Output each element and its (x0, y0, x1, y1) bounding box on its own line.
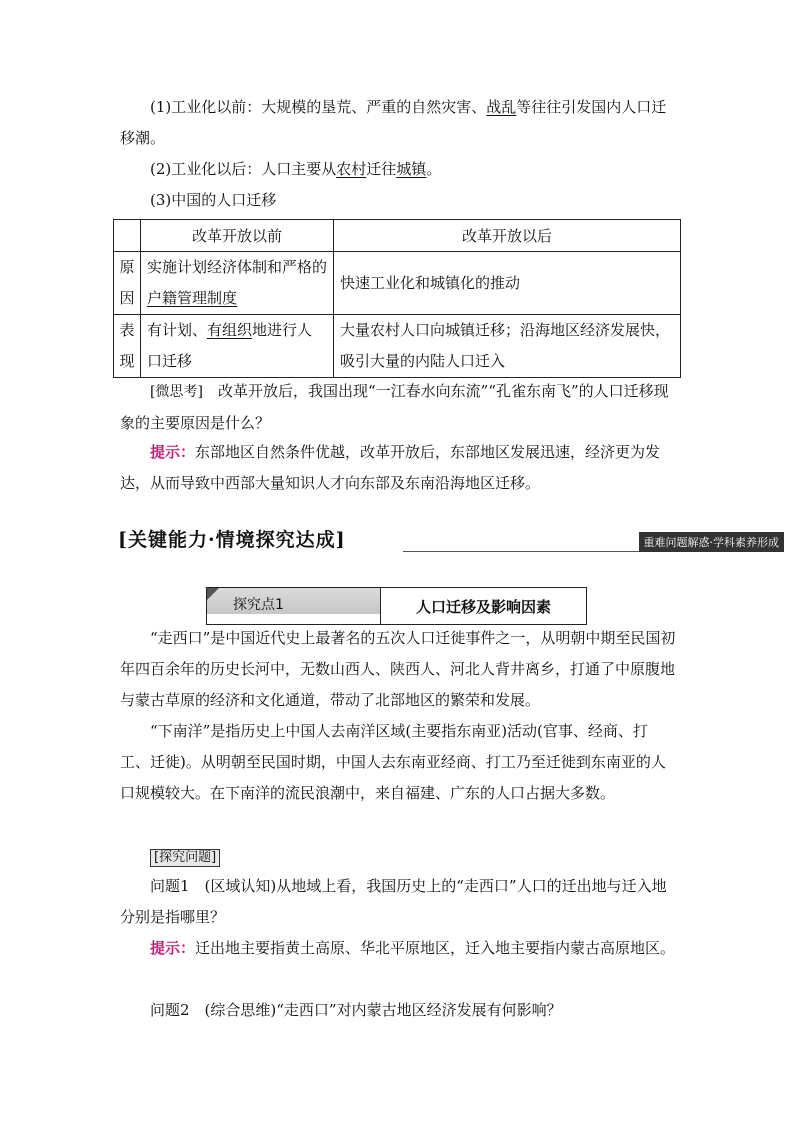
item-2-underlined-countryside: 农村 (336, 160, 367, 178)
table-cell-before (141, 252, 334, 315)
table-cell-after: 快速工业化和城镇化的推动 (334, 252, 681, 315)
cell-text: 地进行人口迁移 (147, 321, 313, 370)
item-2-number: (2) (150, 160, 172, 178)
item-2-text-post: 。 (426, 160, 442, 178)
table-row-header (114, 252, 141, 315)
table-header-row (114, 220, 681, 252)
table-cell-before (141, 315, 334, 378)
table-row (114, 315, 681, 378)
passage-paragraph-2: “下南洋”是指历史上中国人去南洋区域(主要指东南亚)活动(官事、经商、打工、迁徙)。从明朝至民国时期，中国人去东南亚经商、打工乃至迁徙到东南亚的人口规模较大。在下南洋的流民浪潮中，来自福建、广东的人口占据大多数。 (120, 722, 666, 802)
item-3 (120, 185, 676, 216)
micro-thinking-hint (120, 437, 676, 499)
row-header-char: 原 (119, 258, 135, 276)
question-1: 问题1 (区域认知)从地域上看，我国历史上的“走西口”人口的迁出地与迁入地分别是指哪里？ (120, 877, 667, 926)
item-3-text: 中国的人口迁移 (171, 191, 277, 209)
item-2-underlined-town: 城镇 (396, 160, 427, 178)
table-row (114, 252, 681, 315)
table-header-before: 改革开放以前 (141, 220, 334, 252)
item-1-number: (1) (150, 98, 172, 116)
item-1-text-post: 等往往引发国内人口迁移潮。 (120, 98, 667, 147)
migration-comparison-table (113, 219, 681, 378)
row-header-char: 现 (119, 352, 135, 370)
section-tag: 重难问题解惑·学科素养形成 (639, 532, 785, 552)
row-header-char: 表 (119, 321, 135, 339)
item-1 (120, 92, 676, 154)
answer-1 (120, 933, 676, 964)
table-corner-cell (114, 220, 141, 252)
probe-point-label-area (207, 588, 381, 624)
answer-hint-text: 迁出地主要指黄土高原、华北平原地区，迁入地主要指内蒙古高原地区。 (195, 939, 676, 957)
inquiry-questions-label: [探究问题] (150, 849, 220, 867)
item-3-number: (3) (150, 191, 172, 209)
micro-thinking-tag: [微思考] (150, 384, 203, 400)
item-2 (120, 154, 676, 185)
micro-thinking-question: 改革开放后，我国出现“一江春水向东流”“孔雀东南飞”的人口迁移现象的主要原因是什么？ (120, 382, 669, 432)
micro-thinking (120, 376, 676, 439)
table-cell-after: 大量农村人口向城镇迁移；沿海地区经济发展快，吸引大量的内陆人口迁入 (334, 315, 681, 378)
item-2-text-pre: 工业化以后：人口主要从 (171, 160, 337, 178)
answer-hint-label: 提示： (150, 939, 196, 957)
section-title: [关键能力·情境探究达成] (118, 529, 346, 551)
row-header-char: 因 (119, 289, 135, 307)
cell-underlined-text: 有组织 (207, 321, 253, 339)
table-row-header (114, 315, 141, 378)
cell-underlined-text: 户籍管理制度 (147, 289, 238, 307)
cell-text: 实施计划经济体制和严格的 (147, 258, 328, 276)
probe-point-box (206, 587, 587, 625)
table-header-after: 改革开放以后 (334, 220, 681, 252)
item-2-text-mid: 迁往 (366, 160, 397, 178)
hint-label: 提示： (150, 443, 196, 461)
passage-paragraph-1: “走西口”是中国近代史上最著名的五次人口迁徙事件之一，从明朝中期至民国初年四百余年的历史长河中，无数山西人、陕西人、河北人背井离乡，打通了中原腹地与蒙古草原的经济和文化通道，带动了北部地区的繁荣和发展。 (120, 629, 676, 709)
probe-point-title: 人口迁移及影响因素 (415, 597, 551, 616)
hint-text: 东部地区自然条件优越，改革开放后，东部地区发展迅速，经济更为发达，从而导致中西部大量知识人才向东部及东南沿海地区迁移。 (120, 443, 661, 492)
question-2: 问题2 (综合思维)“走西口”对内蒙古地区经济发展有何影响？ (150, 1001, 562, 1019)
corner-triangle-icon (207, 588, 219, 600)
section-header (118, 525, 784, 555)
cell-text: 有计划、 (147, 321, 208, 339)
probe-point-label: 探究点1 (233, 597, 284, 613)
item-1-text-pre: 工业化以前：大规模的垦荒、严重的自然灾害、 (171, 98, 487, 116)
item-1-underlined-word: 战乱 (486, 98, 517, 116)
